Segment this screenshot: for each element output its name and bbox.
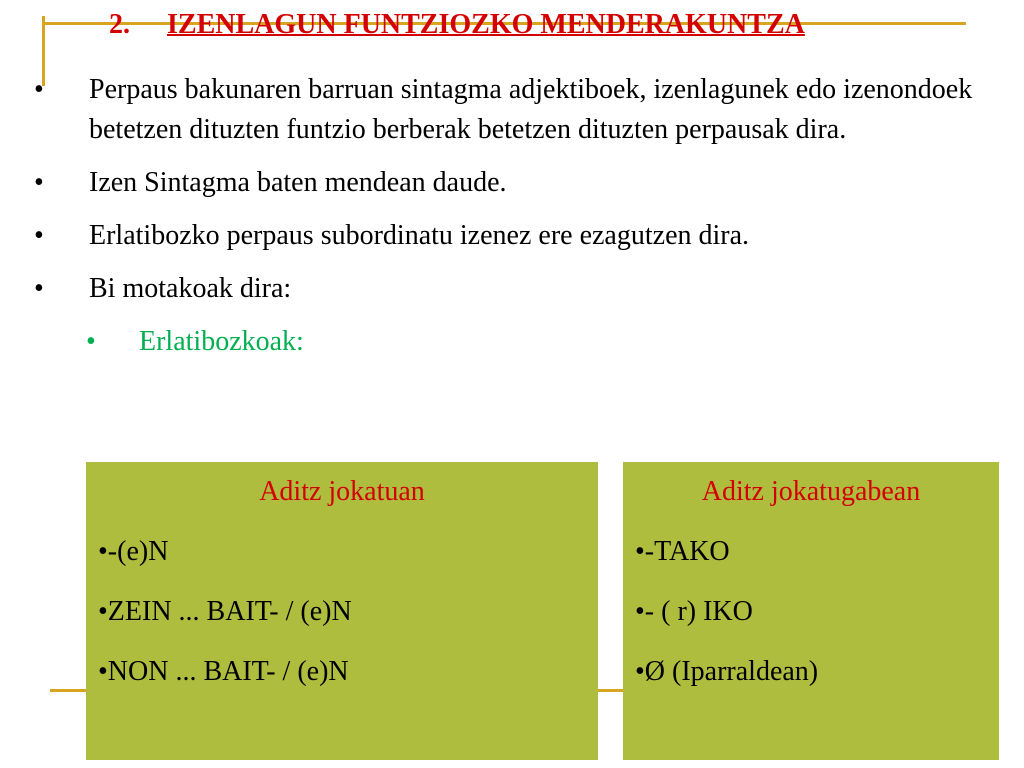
box-item: •-(e)N (98, 536, 169, 567)
bullet-marker: • (34, 74, 44, 105)
title-number: 2. (109, 9, 130, 40)
title-text: IZENLAGUN FUNTZIOZKO MENDERAKUNTZA (167, 9, 805, 40)
bullet-marker: • (34, 273, 44, 304)
box-aditz-jokatugabean (623, 462, 999, 760)
bullet-text: Erlatibozko perpaus subordinatu izenez ere ezagutzen dira. (89, 220, 750, 251)
slide-title (109, 8, 805, 42)
box-item: •- ( r) IKO (635, 596, 753, 627)
bullet-text: Izen Sintagma baten mendean daude. (89, 167, 507, 198)
box-item: •ZEIN ... BAIT- / (e)N (98, 596, 352, 627)
bullet-text: Bi motakoak dira: (89, 273, 292, 304)
box-item: •Ø (Iparraldean) (635, 656, 819, 687)
bullet-list (30, 70, 1010, 375)
bullet-item (30, 70, 1010, 150)
bullet-item (30, 163, 1010, 203)
sub-bullet-text: Erlatibozkoak: (139, 326, 304, 357)
box-aditz-jokatuan (86, 462, 598, 760)
box-heading: Aditz jokatugabean (701, 476, 921, 507)
bullet-marker: • (34, 167, 44, 198)
sub-bullet-marker: • (86, 326, 96, 357)
bullet-text: Perpaus bakunaren barruan sintagma adjektiboek, izenlagunek edo izenondoek betetzen dituzten funtzio berberak betetzen dituzten perpausak dira. (89, 74, 973, 145)
bullet-marker: • (34, 220, 44, 251)
bullet-item (30, 216, 1010, 256)
box-heading: Aditz jokatuan (259, 476, 425, 507)
box-item: •-TAKO (635, 536, 730, 567)
sub-bullet-item (30, 322, 1010, 362)
bullet-item (30, 269, 1010, 309)
box-item: •NON ... BAIT- / (e)N (98, 656, 349, 687)
